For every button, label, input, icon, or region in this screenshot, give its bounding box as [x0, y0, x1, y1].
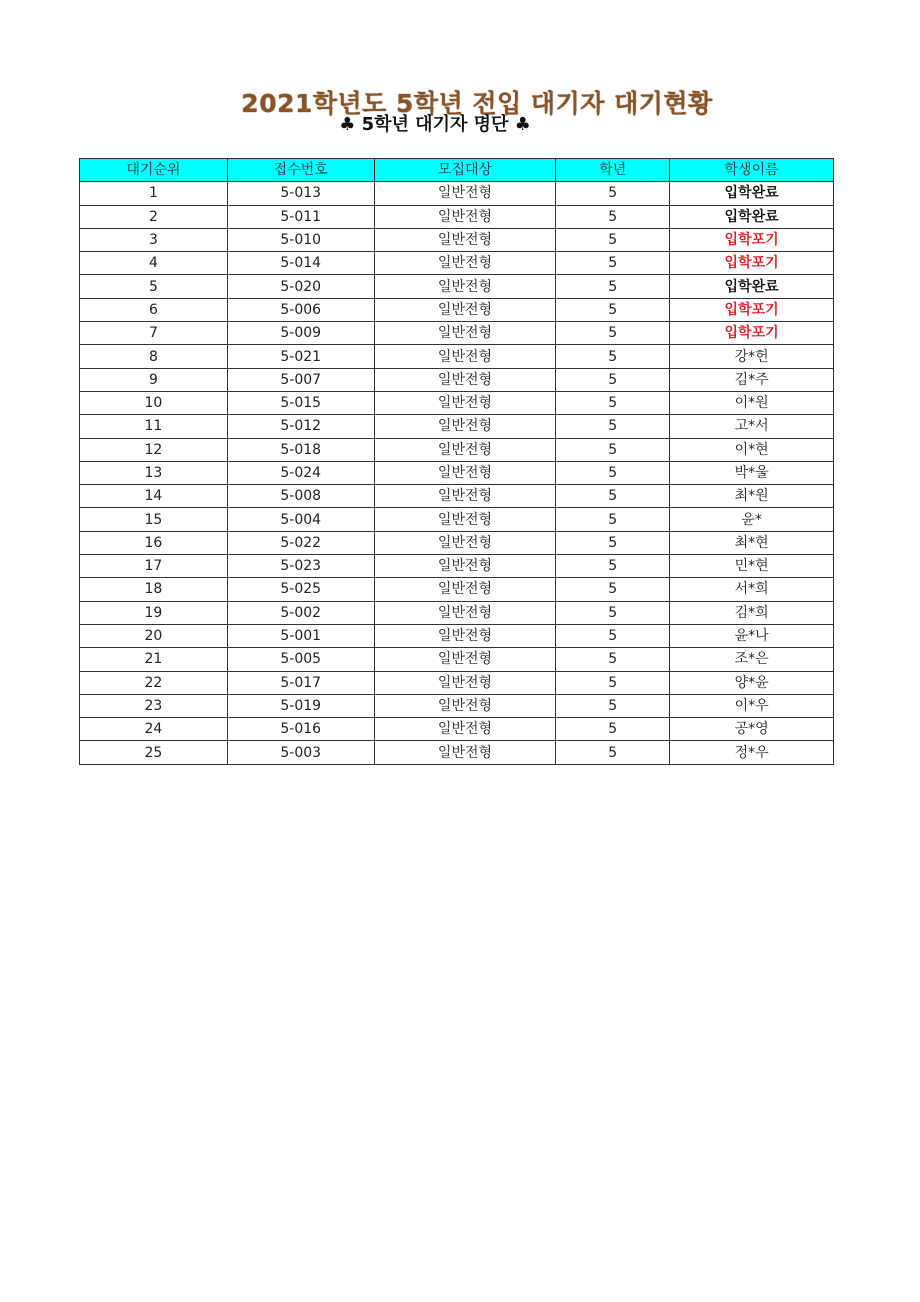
- cell-grade: 5: [556, 438, 670, 461]
- header-name: 학생이름: [670, 159, 834, 182]
- cell-name: 입학완료: [670, 182, 834, 205]
- table-row: [80, 485, 834, 508]
- cell-number: 5-023: [227, 555, 374, 578]
- cell-name: 이*우: [670, 694, 834, 717]
- cell-name: 윤*나: [670, 624, 834, 647]
- cell-number: 5-003: [227, 741, 374, 764]
- cell-rank: 14: [80, 485, 228, 508]
- cell-type: 일반전형: [374, 601, 556, 624]
- header-type: 모집대상: [374, 159, 556, 182]
- table-row: [80, 508, 834, 531]
- cell-type: 일반전형: [374, 415, 556, 438]
- cell-grade: 5: [556, 368, 670, 391]
- cell-rank: 19: [80, 601, 228, 624]
- cell-grade: 5: [556, 252, 670, 275]
- cell-number: 5-015: [227, 391, 374, 414]
- cell-number: 5-013: [227, 182, 374, 205]
- cell-name: 정*우: [670, 741, 834, 764]
- cell-grade: 5: [556, 345, 670, 368]
- cell-type: 일반전형: [374, 228, 556, 251]
- table-row: [80, 555, 834, 578]
- cell-grade: 5: [556, 531, 670, 554]
- cell-grade: 5: [556, 578, 670, 601]
- table-row: [80, 718, 834, 741]
- cell-type: 일반전형: [374, 298, 556, 321]
- table-row: [80, 694, 834, 717]
- cell-name: 양*윤: [670, 671, 834, 694]
- waitlist-table: [79, 158, 834, 765]
- cell-number: 5-016: [227, 718, 374, 741]
- cell-number: 5-011: [227, 205, 374, 228]
- cell-name: 입학포기: [670, 298, 834, 321]
- cell-name: 최*원: [670, 485, 834, 508]
- cell-rank: 13: [80, 461, 228, 484]
- cell-rank: 11: [80, 415, 228, 438]
- cell-rank: 8: [80, 345, 228, 368]
- table-row: [80, 648, 834, 671]
- cell-name: 이*현: [670, 438, 834, 461]
- cell-number: 5-021: [227, 345, 374, 368]
- cell-type: 일반전형: [374, 438, 556, 461]
- cell-name: 윤*: [670, 508, 834, 531]
- table-row: [80, 368, 834, 391]
- cell-rank: 4: [80, 252, 228, 275]
- cell-type: 일반전형: [374, 741, 556, 764]
- table-row: [80, 182, 834, 205]
- table-row: [80, 461, 834, 484]
- cell-grade: 5: [556, 694, 670, 717]
- cell-grade: 5: [556, 228, 670, 251]
- cell-type: 일반전형: [374, 624, 556, 647]
- subtitle: [0, 110, 870, 136]
- cell-name: 이*원: [670, 391, 834, 414]
- cell-type: 일반전형: [374, 648, 556, 671]
- cell-number: 5-001: [227, 624, 374, 647]
- cell-grade: 5: [556, 485, 670, 508]
- cell-number: 5-024: [227, 461, 374, 484]
- table-row: [80, 438, 834, 461]
- table-header-row: [80, 159, 834, 182]
- cell-grade: 5: [556, 391, 670, 414]
- cell-type: 일반전형: [374, 345, 556, 368]
- cell-name: 조*은: [670, 648, 834, 671]
- table-row: [80, 578, 834, 601]
- cell-rank: 7: [80, 322, 228, 345]
- cell-rank: 23: [80, 694, 228, 717]
- cell-rank: 5: [80, 275, 228, 298]
- cell-rank: 20: [80, 624, 228, 647]
- cell-type: 일반전형: [374, 461, 556, 484]
- table-row: [80, 741, 834, 764]
- cell-type: 일반전형: [374, 252, 556, 275]
- table-row: [80, 624, 834, 647]
- cell-number: 5-002: [227, 601, 374, 624]
- cell-name: 박*울: [670, 461, 834, 484]
- cell-rank: 1: [80, 182, 228, 205]
- cell-rank: 15: [80, 508, 228, 531]
- cell-grade: 5: [556, 508, 670, 531]
- cell-rank: 21: [80, 648, 228, 671]
- cell-number: 5-005: [227, 648, 374, 671]
- cell-rank: 9: [80, 368, 228, 391]
- cell-type: 일반전형: [374, 531, 556, 554]
- cell-number: 5-004: [227, 508, 374, 531]
- cell-name: 입학포기: [670, 322, 834, 345]
- cell-name: 김*희: [670, 601, 834, 624]
- subtitle-text: 5학년 대기자 명단: [361, 114, 509, 135]
- cell-name: 서*희: [670, 578, 834, 601]
- header-rank: 대기순위: [80, 159, 228, 182]
- club-icon: ♣: [514, 114, 531, 135]
- table-row: [80, 322, 834, 345]
- cell-rank: 22: [80, 671, 228, 694]
- table-row: [80, 415, 834, 438]
- cell-number: 5-012: [227, 415, 374, 438]
- cell-rank: 17: [80, 555, 228, 578]
- cell-type: 일반전형: [374, 485, 556, 508]
- club-icon: ♣: [339, 114, 356, 135]
- cell-rank: 2: [80, 205, 228, 228]
- cell-number: 5-006: [227, 298, 374, 321]
- cell-number: 5-025: [227, 578, 374, 601]
- cell-number: 5-010: [227, 228, 374, 251]
- cell-grade: 5: [556, 718, 670, 741]
- table-row: [80, 601, 834, 624]
- cell-type: 일반전형: [374, 578, 556, 601]
- cell-name: 입학포기: [670, 228, 834, 251]
- cell-number: 5-018: [227, 438, 374, 461]
- cell-grade: 5: [556, 205, 670, 228]
- cell-type: 일반전형: [374, 508, 556, 531]
- table-row: [80, 228, 834, 251]
- cell-grade: 5: [556, 415, 670, 438]
- cell-name: 민*현: [670, 555, 834, 578]
- cell-type: 일반전형: [374, 322, 556, 345]
- cell-rank: 12: [80, 438, 228, 461]
- cell-grade: 5: [556, 741, 670, 764]
- cell-number: 5-007: [227, 368, 374, 391]
- cell-number: 5-020: [227, 275, 374, 298]
- cell-type: 일반전형: [374, 205, 556, 228]
- cell-number: 5-022: [227, 531, 374, 554]
- cell-rank: 25: [80, 741, 228, 764]
- cell-rank: 6: [80, 298, 228, 321]
- cell-type: 일반전형: [374, 182, 556, 205]
- cell-name: 강*헌: [670, 345, 834, 368]
- cell-number: 5-017: [227, 671, 374, 694]
- cell-type: 일반전형: [374, 275, 556, 298]
- cell-number: 5-019: [227, 694, 374, 717]
- page-title: 2021학년도 5학년 전입 대기자 대기현황: [241, 89, 713, 118]
- cell-name: 입학완료: [670, 275, 834, 298]
- table-row: [80, 252, 834, 275]
- cell-number: 5-008: [227, 485, 374, 508]
- cell-grade: 5: [556, 671, 670, 694]
- cell-number: 5-014: [227, 252, 374, 275]
- cell-name: 입학포기: [670, 252, 834, 275]
- cell-name: 김*주: [670, 368, 834, 391]
- cell-type: 일반전형: [374, 718, 556, 741]
- cell-name: 입학완료: [670, 205, 834, 228]
- table-row: [80, 298, 834, 321]
- header-number: 접수번호: [227, 159, 374, 182]
- cell-rank: 3: [80, 228, 228, 251]
- cell-grade: 5: [556, 624, 670, 647]
- table-row: [80, 275, 834, 298]
- cell-rank: 10: [80, 391, 228, 414]
- table-row: [80, 391, 834, 414]
- cell-name: 공*영: [670, 718, 834, 741]
- cell-grade: 5: [556, 182, 670, 205]
- cell-grade: 5: [556, 461, 670, 484]
- cell-grade: 5: [556, 298, 670, 321]
- cell-rank: 24: [80, 718, 228, 741]
- cell-grade: 5: [556, 648, 670, 671]
- table-row: [80, 205, 834, 228]
- cell-name: 고*서: [670, 415, 834, 438]
- cell-grade: 5: [556, 322, 670, 345]
- cell-type: 일반전형: [374, 671, 556, 694]
- cell-grade: 5: [556, 601, 670, 624]
- cell-type: 일반전형: [374, 368, 556, 391]
- cell-type: 일반전형: [374, 694, 556, 717]
- cell-name: 최*현: [670, 531, 834, 554]
- cell-number: 5-009: [227, 322, 374, 345]
- table-row: [80, 671, 834, 694]
- cell-rank: 16: [80, 531, 228, 554]
- cell-type: 일반전형: [374, 391, 556, 414]
- cell-rank: 18: [80, 578, 228, 601]
- table-row: [80, 531, 834, 554]
- cell-grade: 5: [556, 555, 670, 578]
- cell-grade: 5: [556, 275, 670, 298]
- cell-type: 일반전형: [374, 555, 556, 578]
- table-row: [80, 345, 834, 368]
- header-grade: 학년: [556, 159, 670, 182]
